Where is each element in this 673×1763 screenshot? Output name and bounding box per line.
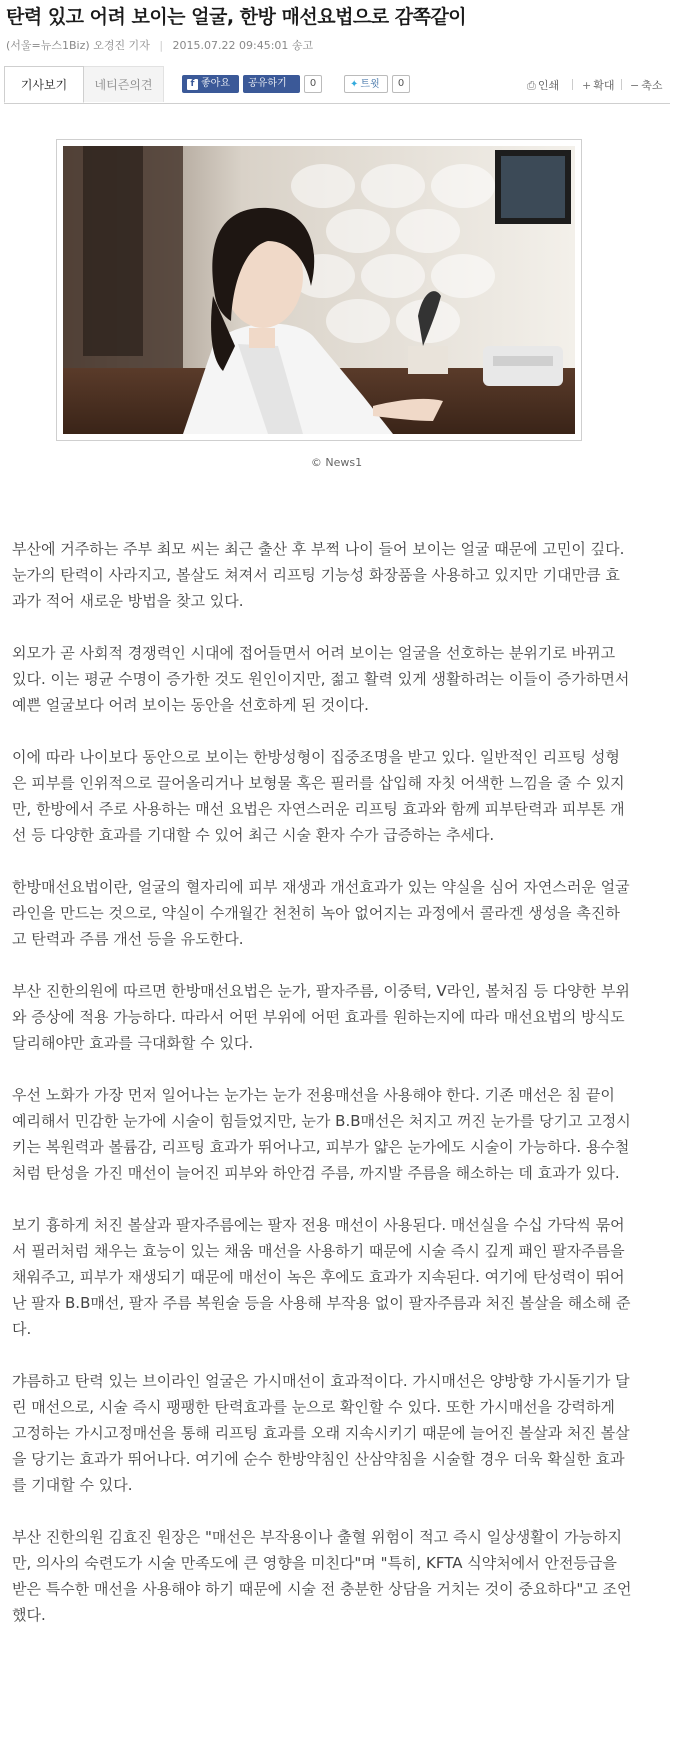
zoom-in-label: 확대 [593,79,615,92]
article-title: 탄력 있고 어려 보이는 얼굴, 한방 매선요법으로 감쪽같이 [6,6,467,28]
tweet-button[interactable] [344,75,388,93]
article-body [12,536,634,1654]
facebook-like-button[interactable] [182,75,239,93]
tab-article-view[interactable]: 기사보기 [4,66,84,103]
article-photo [63,146,575,434]
minus-icon: − [630,79,640,92]
facebook-share-button[interactable]: 공유하기 [243,75,300,93]
zoom-out-label: 축소 [641,79,663,92]
article-paragraph: 부산 진한의원에 따르면 한방매선요법은 눈가, 팔자주름, 이중턱, V라인, 볼처짐 등 다양한 부위와 증상에 적용 가능하다. 따라서 어떤 부위에 어떤 효과를 원하는지에 따라 매선요법의 방식도 달리해야만 효과를 극대화할 수 있다. [12,982,630,1052]
byline-source: (서울=뉴스1Biz) [6,39,90,52]
article-paragraph: 우선 노화가 가장 먼저 일어나는 눈가는 눈가 전용매선을 사용해야 한다. 기존 매선은 침 끝이 예리해서 민감한 눈가에 시술이 힘들었지만, 눈가 B.B매선은 처지고 꺼진 눈가를 당기고 고정시키는 복원력과 볼륨감, 리프팅 효과가 뛰어나고, 피부가 얇은 눈가에도 시술이 가능하다. 용수철처럼 탄성을 가진 매선이 늘어진 피부와 하안검 주름, 까지발 주름을 해소하는 데 효과가 있다. [12,1086,631,1182]
byline-datetime: 2015.07.22 09:45:01 송고 [172,39,314,52]
article-paragraph: 이에 따라 나이보다 동안으로 보이는 한방성형이 집중조명을 받고 있다. 일반적인 리프팅 성형은 피부를 인위적으로 끌어올리거나 보형물 혹은 필러를 삽입해 자칫 어색한 느낌을 줄 수 있지만, 한방에서 주로 사용하는 매선 요법은 자연스러운 리프팅 효과와 함께 피부탄력과 피부톤 개선 등 다양한 효과를 기대할 수 있어 최근 시술 환자 수가 급증하는 추세다. [12,748,625,844]
facebook-icon: f [187,79,198,90]
print-button[interactable] [527,77,559,93]
article-photo-frame [56,139,582,441]
byline-author[interactable]: 오경진 기자 [93,39,150,52]
print-label: 인쇄 [537,79,560,92]
article-paragraph: 한방매선요법이란, 얼굴의 혈자리에 피부 재생과 개선효과가 있는 약실을 심어 자연스러운 얼굴라인을 만드는 것으로, 약실이 수개월간 천천히 녹아 없어지는 과정에서 콜라겐 생성을 촉진하고 탄력과 주름 개선 등을 유도한다. [12,878,630,948]
tab-netizen-comments[interactable]: 네티즌의견 [84,66,164,102]
tweet-label: 트윗 [360,79,380,90]
byline-separator: | [159,39,164,52]
facebook-like-label: 좋아요 [201,78,230,89]
twitter-bird-icon: ✦ [350,79,359,90]
toolbar-divider [621,79,622,90]
photo-caption: © News1 [310,456,363,469]
tweet-count: 0 [392,75,410,93]
article-paragraph: 부산에 거주하는 주부 최모 씨는 최근 출산 후 부쩍 나이 들어 보이는 얼굴 때문에 고민이 깊다. 눈가의 탄력이 사라지고, 볼살도 쳐져서 리프팅 기능성 화장품을 사용하고 있지만 기대만큼 효과가 적어 새로운 방법을 찾고 있다. [12,540,625,610]
zoom-in-button[interactable] [582,77,614,93]
toolbar-divider [572,79,573,90]
article-paragraph: 보기 흉하게 처진 볼살과 팔자주름에는 팔자 전용 매선이 사용된다. 매선실을 수십 가닥씩 묶어서 필러처럼 채우는 효능이 있는 채움 매선을 사용하기 때문에 시술 즉시 깊게 패인 팔자주름을 채워주고, 피부가 재생되기 때문에 매선이 녹은 후에도 효과가 지속된다. 여기에 탄성력이 뛰어난 팔자 B.B매선, 팔자 주름 복원술 등을 사용해 부작용 없이 팔자주름과 처진 볼살을 해소해 준다. [12,1216,631,1338]
printer-icon: ⎙ [527,79,536,92]
zoom-out-button[interactable] [630,77,662,93]
plus-icon: + [582,79,592,92]
article-paragraph: 갸름하고 탄력 있는 브이라인 얼굴은 가시매선이 효과적이다. 가시매선은 양방향 가시돌기가 달린 매선으로, 시술 즉시 팽팽한 탄력효과를 눈으로 확인할 수 있다. 또한 가시매선을 강력하게 고정하는 가시고정매선을 통해 리프팅 효과를 오래 지속시키기 때문에 늘어진 볼살과 처진 볼살을 당기는 효과가 뛰어나다. 여기에 순수 한방약침인 산삼약침을 시술할 경우 더욱 확실한 효과를 기대할 수 있다. [12,1372,630,1494]
article-paragraph: 부산 진한의원 김효진 원장은 "매선은 부작용이나 출혈 위험이 적고 즉시 일상생활이 가능하지만, 의사의 숙련도가 시술 만족도에 큰 영향을 미친다"며 "특히, KFTA 식약처에서 안전등급을 받은 특수한 매선을 사용해야 하기 때문에 시술 전 충분한 상담을 거치는 것이 중요하다"고 조언했다. [12,1528,632,1624]
article-toolbar [4,66,670,104]
article-paragraph: 외모가 곧 사회적 경쟁력인 시대에 접어들면서 어려 보이는 얼굴을 선호하는 분위기로 바뀌고 있다. 이는 평균 수명이 증가한 것도 원인이지만, 젊고 활력 있게 생활하려는 이들이 증가하면서 예쁜 얼굴보다 어려 보이는 동안을 선호하게 된 것이다. [12,644,630,714]
facebook-share-count: 0 [304,75,322,93]
byline [6,37,313,53]
